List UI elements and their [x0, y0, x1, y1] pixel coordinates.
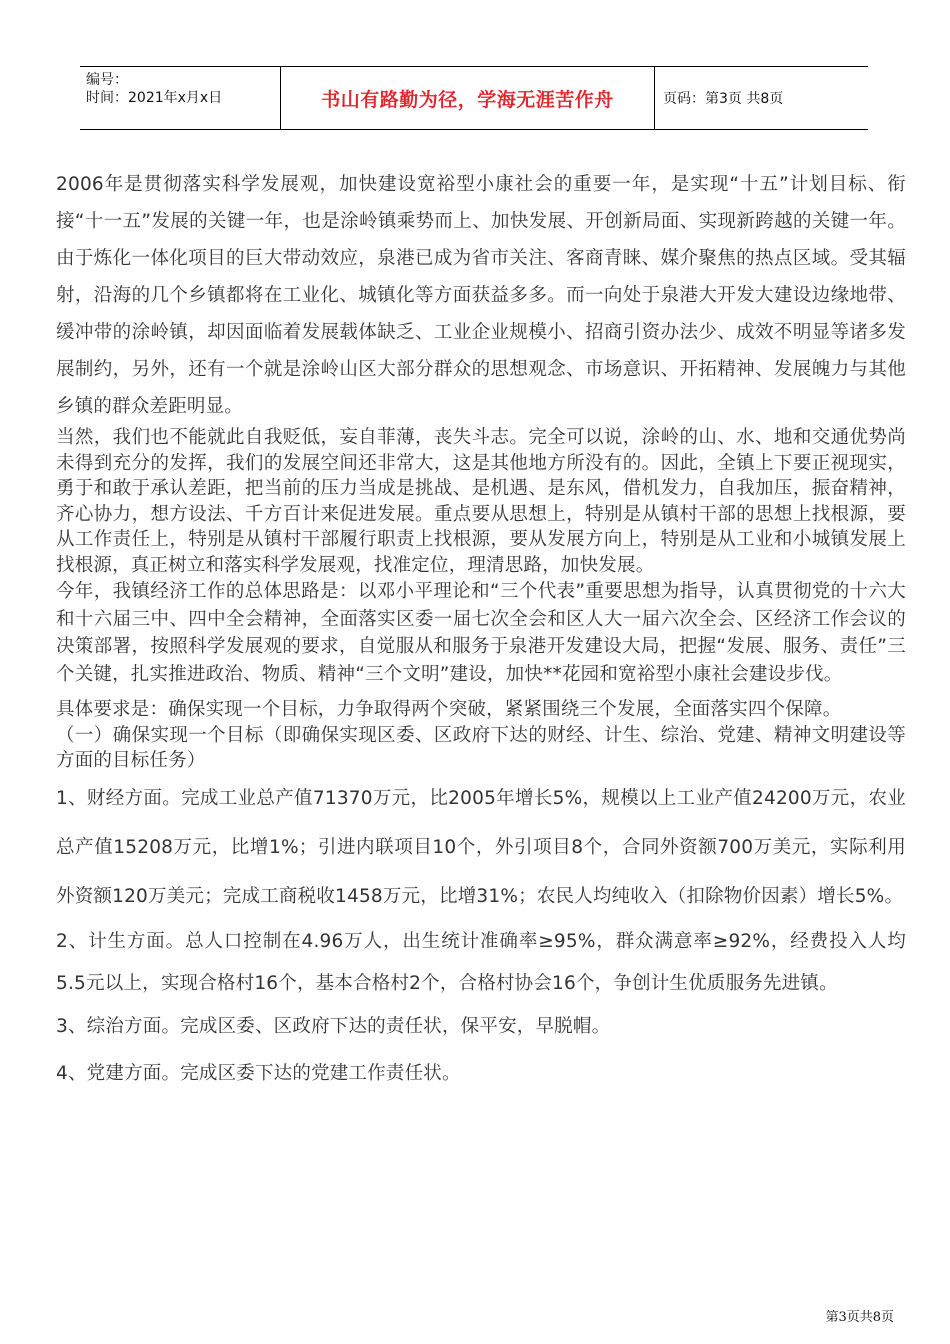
- paragraph-analysis: 当然，我们也不能就此自我贬低，妄自菲薄，丧失斗志。完全可以说，涂岭的山、水、地和交通优势尚未得到充分的发挥，我们的发展空间还非常大，这是其他地方所没有的。因此，全镇上下要正视现实，勇于和敢于承认差距，把当前的压力当成是挑战、是机遇、是东风，借机发力，自我加压，振奋精神，齐心协力，想方设法、千方百计来促进发展。重点要从思想上，特别是从镇村干部的思想上找根源，要从工作责任上，特别是从镇村干部履行职责上找根源，要从发展方向上，特别是从工业和小城镇发展上找根源，真正树立和落实科学发展观，找准定位，理清思路，加快发展。: [56, 427, 906, 576]
- paragraph-finance: 1、财经方面。完成工业总产值71370万元，比2005年增长5%，规模以上工业产值24200万元，农业总产值15208万元，比增1%；引进内联项目10个，外引项目8个，合同外资额700万美元，实际利用外资额120万美元；完成工商税收1458万元，比增31%；农民人均纯收入（扣除物价因素）增长5%。: [56, 787, 906, 907]
- paragraph-requirements: 具体要求是：确保实现一个目标，力争取得两个突破，紧紧围绕三个发展，全面落实四个保障。: [56, 699, 842, 720]
- paragraph-public-security: 3、综治方面。完成区委、区政府下达的责任状，保平安，早脱帽。: [56, 1015, 611, 1037]
- paragraph-intro: 2006年是贯彻落实科学发展观，加快建设宽裕型小康社会的重要一年，是实现“十五”计划目标、衔接“十一五”发展的关键一年，也是涂岭镇乘势而上、加快发展、开创新局面、实现新跨越的关键一年。由于炼化一体化项目的巨大带动效应，泉港已成为省市关注、客商青睐、媒介聚焦的热点区域。受其辐射，沿海的几个乡镇都将在工业化、城镇化等方面获益多多。而一向处于泉港大开发大建设边缘地带、缓冲带的涂岭镇，却因面临着发展载体缺乏、工业企业规模小、招商引资办法少、成效不明显等诸多发展制约，另外，还有一个就是涂岭山区大部分群众的思想观念、市场意识、开拓精神、发展魄力与其他乡镇的群众差距明显。: [56, 174, 906, 417]
- document-time-label: 时间：2021年x月x日: [86, 90, 223, 106]
- header-motto: 书山有路勤为径，学海无涯苦作舟: [281, 67, 655, 129]
- paragraph-family-planning: 2、计生方面。总人口控制在4.96万人，出生统计准确率≥95%，群众满意率≥92%，经费投入人均5.5元以上，实现合格村16个，基本合格村2个，合格村协会16个，争创计生优质服务先进镇。: [56, 930, 906, 994]
- page-header: [80, 66, 868, 130]
- header-page-number: 页码：第3页 共8页: [663, 91, 784, 107]
- header-meta: [80, 67, 281, 129]
- paragraph-goal-heading: （一）确保实现一个目标（即确保实现区委、区政府下达的财经、计生、综治、党建、精神文明建设等方面的目标任务）: [56, 724, 906, 771]
- paragraph-party-building: 4、党建方面。完成区委下达的党建工作责任状。: [56, 1063, 461, 1084]
- paragraph-overall-approach: 今年，我镇经济工作的总体思路是：以邓小平理论和“三个代表”重要思想为指导，认真贯彻党的十六大和十六届三中、四中全会精神，全面落实区委一届七次全会和区人大一届六次全会、区经济工作会议的决策部署，按照科学发展观的要求，自觉服从和服务于泉港开发建设大局，把握“发展、服务、责任”三个关键，扎实推进政治、物质、精神“三个文明”建设，加快**花园和宽裕型小康社会建设步伐。: [56, 581, 906, 685]
- document-body: [56, 160, 906, 1087]
- document-code-label: 编号：: [86, 72, 128, 88]
- footer-page-number: 第3页共8页: [825, 1310, 894, 1325]
